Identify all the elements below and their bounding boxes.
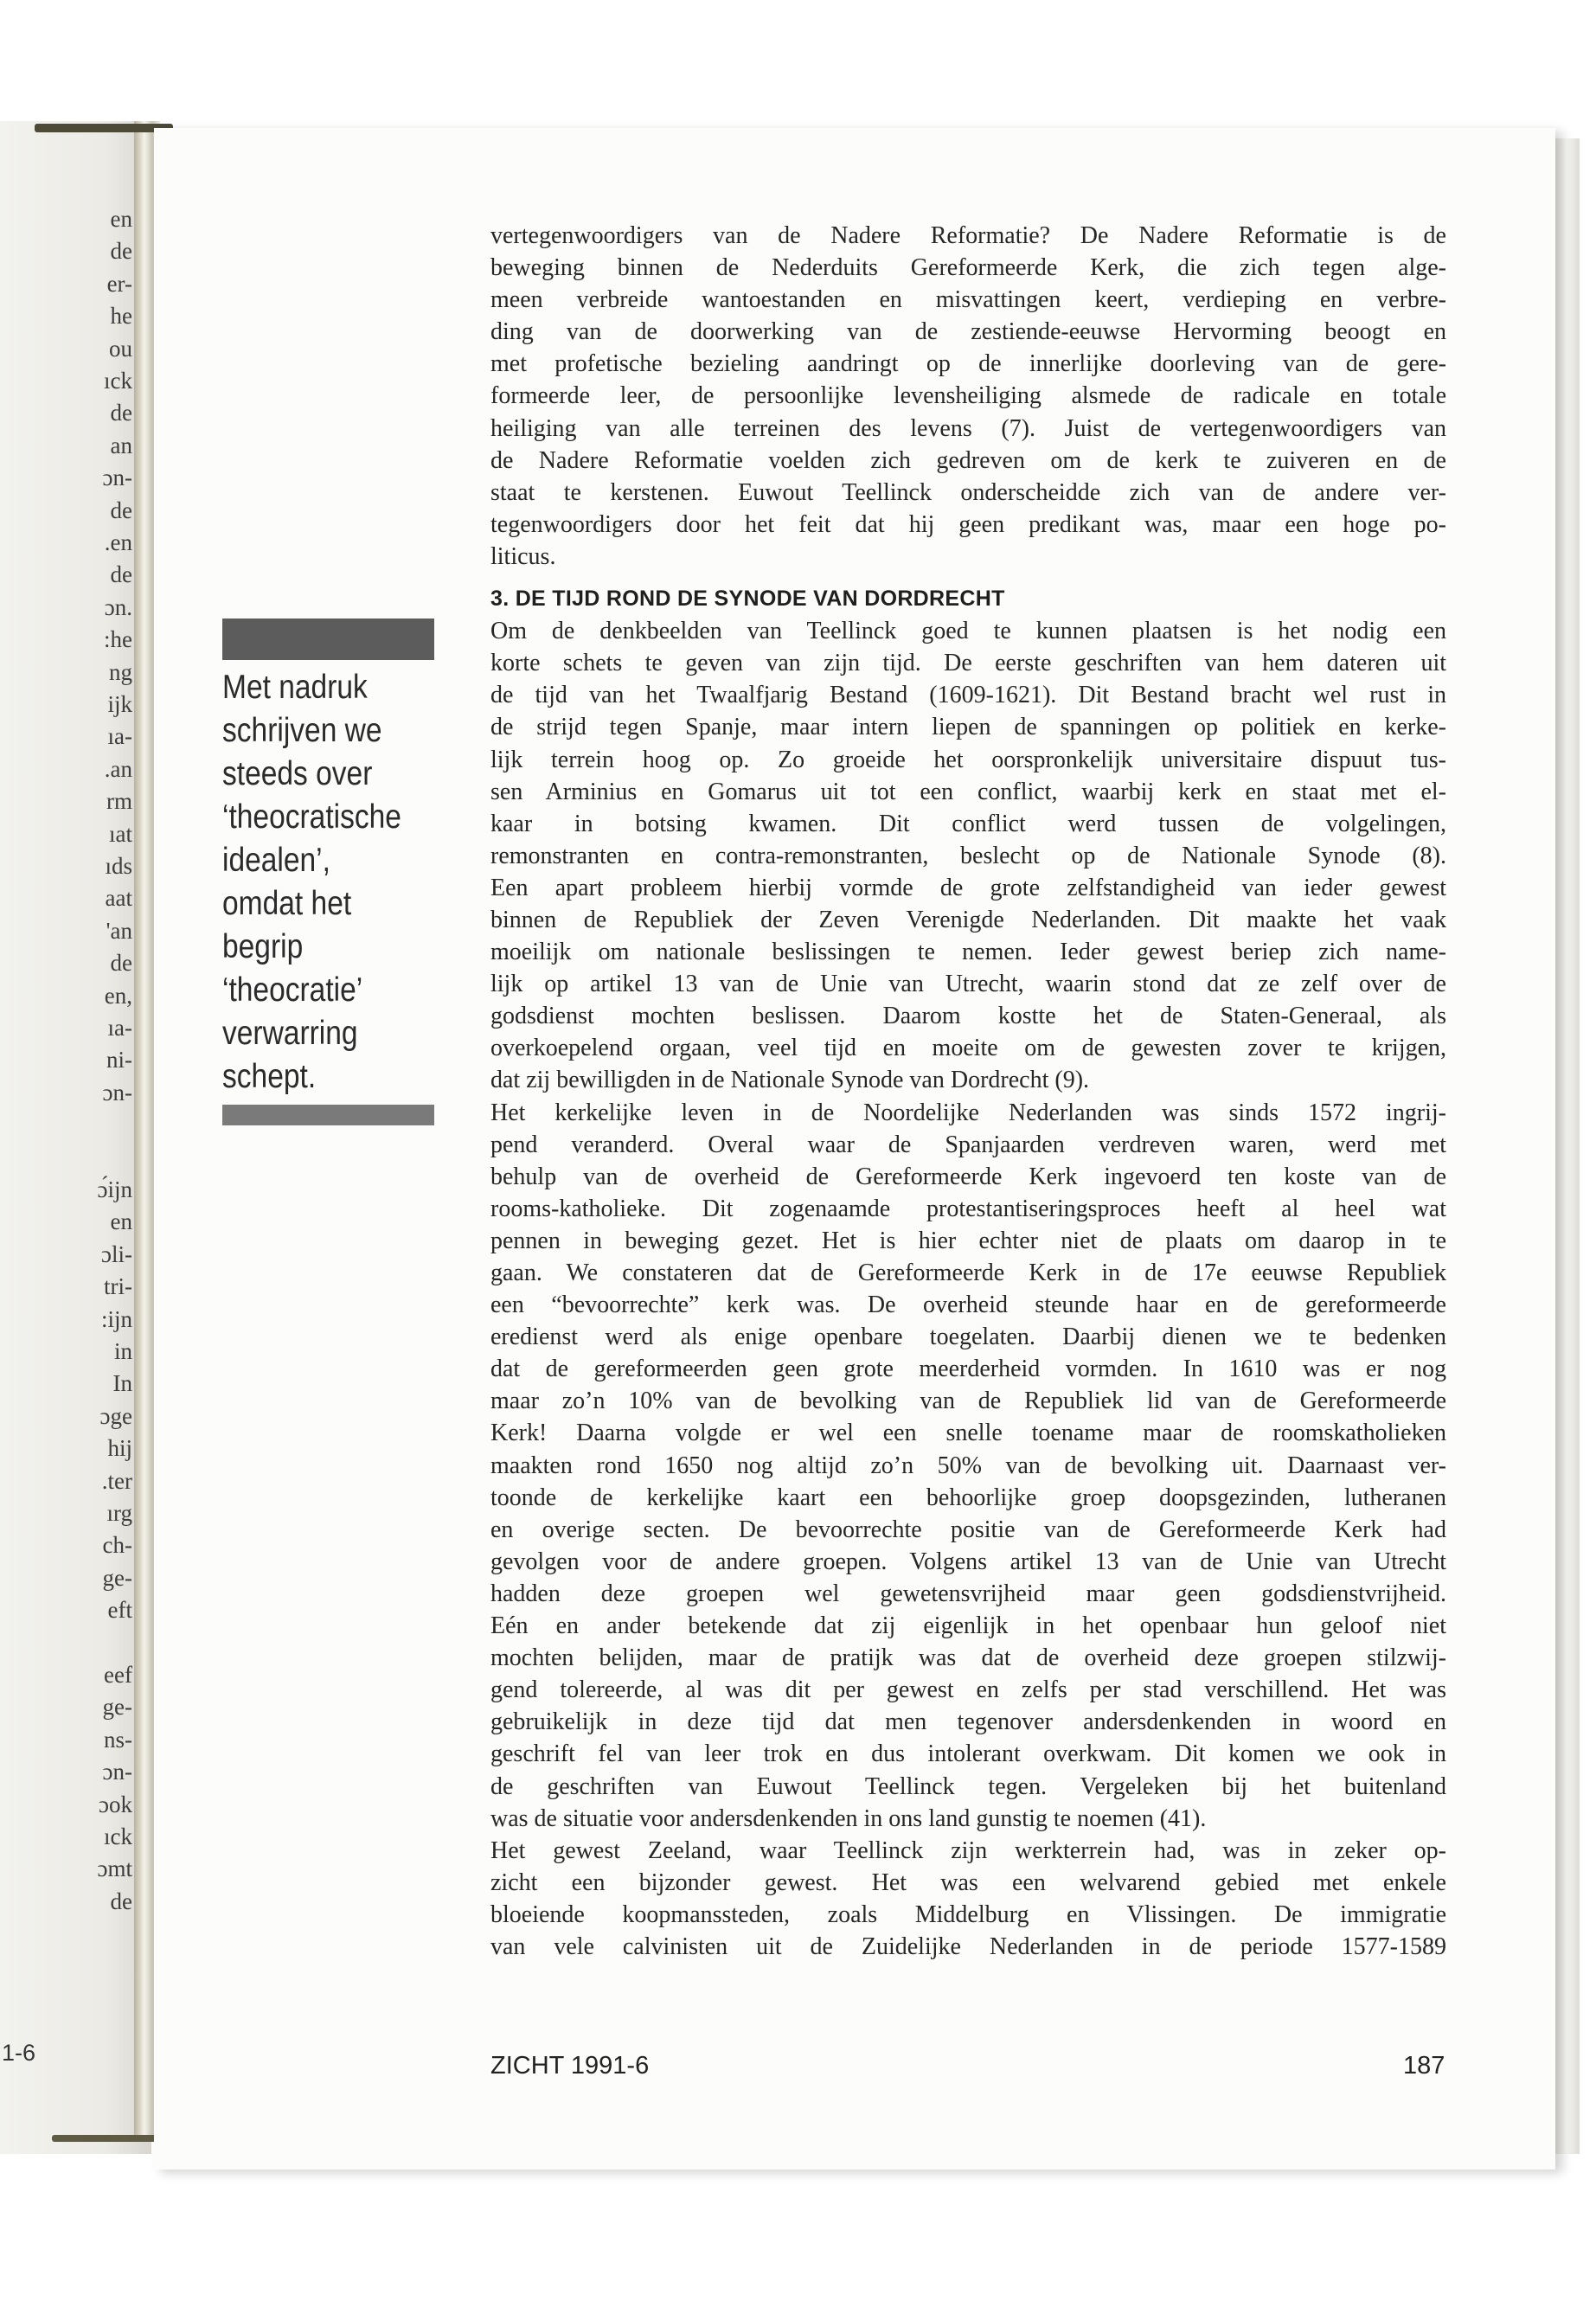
- text-line: een “bevoorrechte” kerk was. De overheid steunde haar en de gereformeerde: [490, 1292, 1446, 1319]
- left-page-fragment: tri-: [104, 1273, 132, 1300]
- left-page-fragment: de: [110, 497, 132, 523]
- text-line: overkoepelend orgaan, veel tijd en moeite om de gewesten zover te krijgen,: [490, 1035, 1446, 1062]
- text-line: beweging binnen de Nederduits Gereformeerde Kerk, die zich tegen alge-: [490, 254, 1446, 282]
- text-line: gaan. We constateren dat de Gereformeerde Kerk in de 17e eeuwse Republiek: [490, 1259, 1446, 1286]
- left-page-fragment: he: [110, 303, 132, 330]
- left-page-fragment: ırg: [106, 1500, 132, 1526]
- left-page-fragment: ıat: [109, 820, 132, 847]
- left-page-fragment: ıa-: [107, 1015, 132, 1041]
- text-line: dat zij bewilligden in de Nationale Synode van Dordrecht (9).: [490, 1067, 1090, 1094]
- text-line: de geschriften van Euwout Teellinck tegen. Vergeleken bij het buitenland: [490, 1772, 1446, 1800]
- text-line: pend veranderd. Overal waar de Spanjaarden verdreven waren, werd met: [490, 1131, 1446, 1158]
- left-page-fragment: ɔn-: [102, 1079, 132, 1106]
- pull-quote-line: begrip: [222, 928, 304, 965]
- text-line: de Nadere Reformatie voelden zich gedreven om de kerk te zuiveren en de: [490, 446, 1446, 474]
- text-line: hadden deze groepen wel gewetensvrijheid maar geen godsdienstvrijheid.: [490, 1580, 1446, 1607]
- left-page-fragment: de: [110, 950, 132, 977]
- left-page-fragment: hij: [107, 1435, 132, 1462]
- text-line: gend tolereerde, al was dit per gewest en zelfs per stad verschillend. Het was: [490, 1676, 1446, 1704]
- text-line: formeerde leer, de persoonlijke levensheiliging alsmede de radicale en totale: [490, 382, 1446, 410]
- left-page-fragment: ɔ́ijn: [97, 1176, 132, 1202]
- left-page-fragment: aat: [105, 885, 132, 912]
- left-page-fragment: ni-: [106, 1047, 132, 1074]
- left-page-fragment: er-: [106, 270, 132, 297]
- left-page-fragment: ch-: [102, 1532, 132, 1559]
- left-page-fragment: ɔn.: [104, 593, 132, 620]
- paragraph-3: [490, 1097, 1446, 1835]
- text-line: de strijd tegen Spanje, maar intern liepen de spanningen op politiek en kerke-: [490, 714, 1446, 741]
- left-page-fragment: an: [110, 432, 132, 458]
- text-line: maar zo’n 10% van de bevolking van de Republiek lid van de Gereformeerde: [490, 1388, 1446, 1415]
- left-page-fragment: :ijn: [100, 1305, 132, 1332]
- text-line: korte schets te geven van zijn tijd. De eerste geschriften van hem dateren uit: [490, 650, 1446, 677]
- left-page-fragment: eft: [107, 1597, 132, 1624]
- text-line: ding van de doorwerking van de zestiende-eeuwse Hervorming beoogt en: [490, 318, 1446, 346]
- left-page-fragment: .ter: [101, 1467, 132, 1494]
- text-line: gevolgen voor de andere groepen. Volgens artikel 13 van de Unie van Utrecht: [490, 1548, 1446, 1575]
- pull-quote-line: idealen’,: [222, 842, 330, 879]
- left-page-fragment: ıa-: [107, 723, 132, 750]
- text-line: en overige secten. De bevoorrechte positie van de Gereformeerde Kerk had: [490, 1516, 1446, 1543]
- text-line: gebruikelijk in deze tijd dat men tegenover andersdenkenden in woord en: [490, 1708, 1446, 1736]
- left-page-fragment: .an: [104, 755, 132, 782]
- left-page-fragment: ɔn-: [102, 465, 132, 491]
- text-line: van vele calvinisten uit de Zuidelijke Nederlanden in de periode 1577-1589: [490, 1932, 1446, 1960]
- text-line: rooms-katholieke. Dit zogenaamde protestantiseringsproces heeft al heel wat: [490, 1195, 1446, 1222]
- paragraph-2: [490, 615, 1446, 1096]
- section-heading: 3. DE TIJD ROND DE SYNODE VAN DORDRECHT: [490, 586, 1005, 612]
- text-line: behulp van de overheid de Gereformeerde Kerk ingevoerd ten koste van de: [490, 1163, 1446, 1190]
- text-line: eredienst werd als enige openbare toegelaten. Daarbij dienen we te bedenken: [490, 1324, 1446, 1351]
- left-page-fragment: ɔge: [99, 1402, 132, 1429]
- text-line: was de situatie voor andersdenkenden in ons land gunstig te noemen (41).: [490, 1804, 1207, 1832]
- text-line: met profetische bezieling aandringt op de innerlijke doorleving van de gere-: [490, 350, 1446, 378]
- text-line: toonde de kerkelijke kaart een behoorlijke groep doopsgezinden, lutheranen: [490, 1484, 1446, 1511]
- pull-quote-line: steeds over: [222, 755, 373, 792]
- pull-quote-bar-bottom: [222, 1105, 434, 1125]
- text-line: Om de denkbeelden van Teellinck goed te kunnen plaatsen is het nodig een: [490, 618, 1446, 645]
- left-page-fragment: :he: [104, 626, 132, 653]
- pull-quote-line: ‘theocratie’: [222, 971, 363, 1009]
- text-line: heiliging van alle terreinen des levens (7). Juist de vertegenwoordigers van: [490, 414, 1446, 442]
- text-line: dat de gereformeerden geen grote meerderheid vormden. In 1610 was er nog: [490, 1356, 1446, 1383]
- pull-quote-line: ‘theocratische: [222, 798, 401, 836]
- left-page-fragment: de: [110, 400, 132, 426]
- left-page-fragment: de: [110, 561, 132, 588]
- left-page-fragment: ɔn-: [102, 1759, 132, 1785]
- text-line: Het kerkelijke leven in de Noordelijke Nederlanden was sinds 1572 ingrij-: [490, 1099, 1446, 1126]
- left-page-fragment: en: [110, 1208, 132, 1235]
- left-page-fragment: ns-: [104, 1726, 132, 1753]
- left-page-fragment: ge-: [102, 1694, 132, 1721]
- text-line: godsdienst mochten beslissen. Daarom kostte het de Staten-Generaal, als: [490, 1003, 1446, 1030]
- binding-thread-top: [35, 124, 173, 132]
- text-line: Kerk! Daarna volgde er wel een snelle toename maar de roomskatholieken: [490, 1420, 1446, 1447]
- page-edge-stack: [1554, 138, 1580, 2154]
- left-page-fragment: de: [110, 1888, 132, 1914]
- journal-footer: ZICHT 1991-6: [490, 2052, 650, 2080]
- text-line: staat te kerstenen. Euwout Teellinck onderscheidde zich van de andere ver-: [490, 478, 1446, 506]
- pull-quote-line: schrijven we: [222, 712, 382, 749]
- text-line: de tijd van het Twaalfjarig Bestand (1609-1621). Dit Bestand bracht wel rust in: [490, 682, 1446, 709]
- text-line: Een apart probleem hierbij vormde de grote zelfstandigheid van ieder gewest: [490, 874, 1446, 901]
- page-number: 187: [1403, 2052, 1445, 2080]
- left-page-fragment: In: [112, 1370, 132, 1397]
- pull-quote: [222, 666, 408, 1099]
- paragraph-4: [490, 1835, 1446, 1963]
- left-page-fragment: ɔmt: [97, 1856, 132, 1882]
- text-line: maakten rond 1650 nog altijd zo’n 50% van de bevolking uit. Daarnaast ver-: [490, 1452, 1446, 1479]
- pull-quote-line: schept.: [222, 1058, 317, 1095]
- left-page-fragment: ıck: [104, 368, 132, 394]
- text-line: geschrift fel van leer trok en dus intolerant overkwam. Dit komen we ook in: [490, 1740, 1446, 1768]
- left-page-fragment: en,: [104, 982, 132, 1009]
- left-facing-page: [0, 121, 151, 2154]
- left-page-fragment: eef: [104, 1662, 132, 1688]
- left-page-number: 1-6: [2, 2040, 36, 2066]
- text-line: zicht een bijzonder gewest. Het was een welvarend gebied met enkele: [490, 1868, 1446, 1896]
- left-page-fragment: ge-: [102, 1564, 132, 1591]
- pull-quote-line: verwarring: [222, 1015, 358, 1052]
- text-line: sen Arminius en Gomarus uit tot een conflict, waarbij kerk en staat met el-: [490, 778, 1446, 805]
- text-line: tegenwoordigers door het feit dat hij geen predikant was, maar een hoge po-: [490, 510, 1446, 538]
- text-line: Eén en ander betekende dat zij eigenlijk in het openbaar hun geloof niet: [490, 1612, 1446, 1640]
- left-page-fragment: ijk: [107, 691, 132, 717]
- pull-quote-line: Met nadruk: [222, 669, 368, 706]
- text-line: lijk op artikel 13 van de Unie van Utrecht, waarin stond dat ze zelf over de: [490, 971, 1446, 998]
- left-page-fragment: 'an: [106, 917, 132, 944]
- text-line: mochten belijden, maar de pratijk was dat de overheid deze groepen stilzwij-: [490, 1644, 1446, 1672]
- text-line: lijk terrein hoog op. Zo groeide het oorspronkelijk universitaire dispuut tus-: [490, 746, 1446, 773]
- left-page-fragment: .en: [104, 529, 132, 555]
- left-page-fragment: de: [110, 238, 132, 265]
- text-line: Het gewest Zeeland, waar Teellinck zijn werkterrein had, was in zeker op-: [490, 1836, 1446, 1864]
- left-page-fragment: ɔli-: [101, 1240, 132, 1267]
- text-line: pennen in beweging gezet. Het is hier echter niet de plaats om daarop in te: [490, 1227, 1446, 1254]
- text-line: vertegenwoordigers van de Nadere Reformatie? De Nadere Reformatie is de: [490, 222, 1446, 249]
- left-page-fragment: ng: [109, 658, 132, 685]
- text-line: liticus.: [490, 542, 556, 570]
- left-page-fragment: rm: [106, 788, 132, 815]
- pull-quote-line: omdat het: [222, 885, 352, 922]
- left-page-fragment: ɔok: [99, 1791, 132, 1817]
- left-page-fragment: ou: [109, 335, 132, 362]
- left-page-fragment: en: [110, 206, 132, 232]
- left-page-fragment: in: [113, 1338, 132, 1364]
- left-page-fragment: ıds: [105, 853, 132, 879]
- text-line: remonstranten en contra-remonstranten, beslecht op de Nationale Synode (8).: [490, 842, 1446, 869]
- paragraph-1: [490, 220, 1446, 573]
- text-line: meen verbreide wantoestanden en misvattingen keert, verdieping en verbre-: [490, 286, 1446, 314]
- binding-thread-bottom: [52, 2135, 156, 2142]
- main-text-column: [490, 220, 1446, 1963]
- text-line: moeilijk om nationale beslissingen te nemen. Ieder gewest beriep zich name-: [490, 939, 1446, 966]
- left-page-fragment: ıck: [104, 1823, 132, 1849]
- text-line: kaar in botsing kwamen. Dit conflict werd tussen de volgelingen,: [490, 810, 1446, 837]
- text-line: binnen de Republiek der Zeven Verenigde Nederlanden. Dit maakte het vaak: [490, 906, 1446, 933]
- pull-quote-bar-top: [222, 619, 434, 660]
- text-line: bloeiende koopmanssteden, zoals Middelburg en Vlissingen. De immigratie: [490, 1900, 1446, 1928]
